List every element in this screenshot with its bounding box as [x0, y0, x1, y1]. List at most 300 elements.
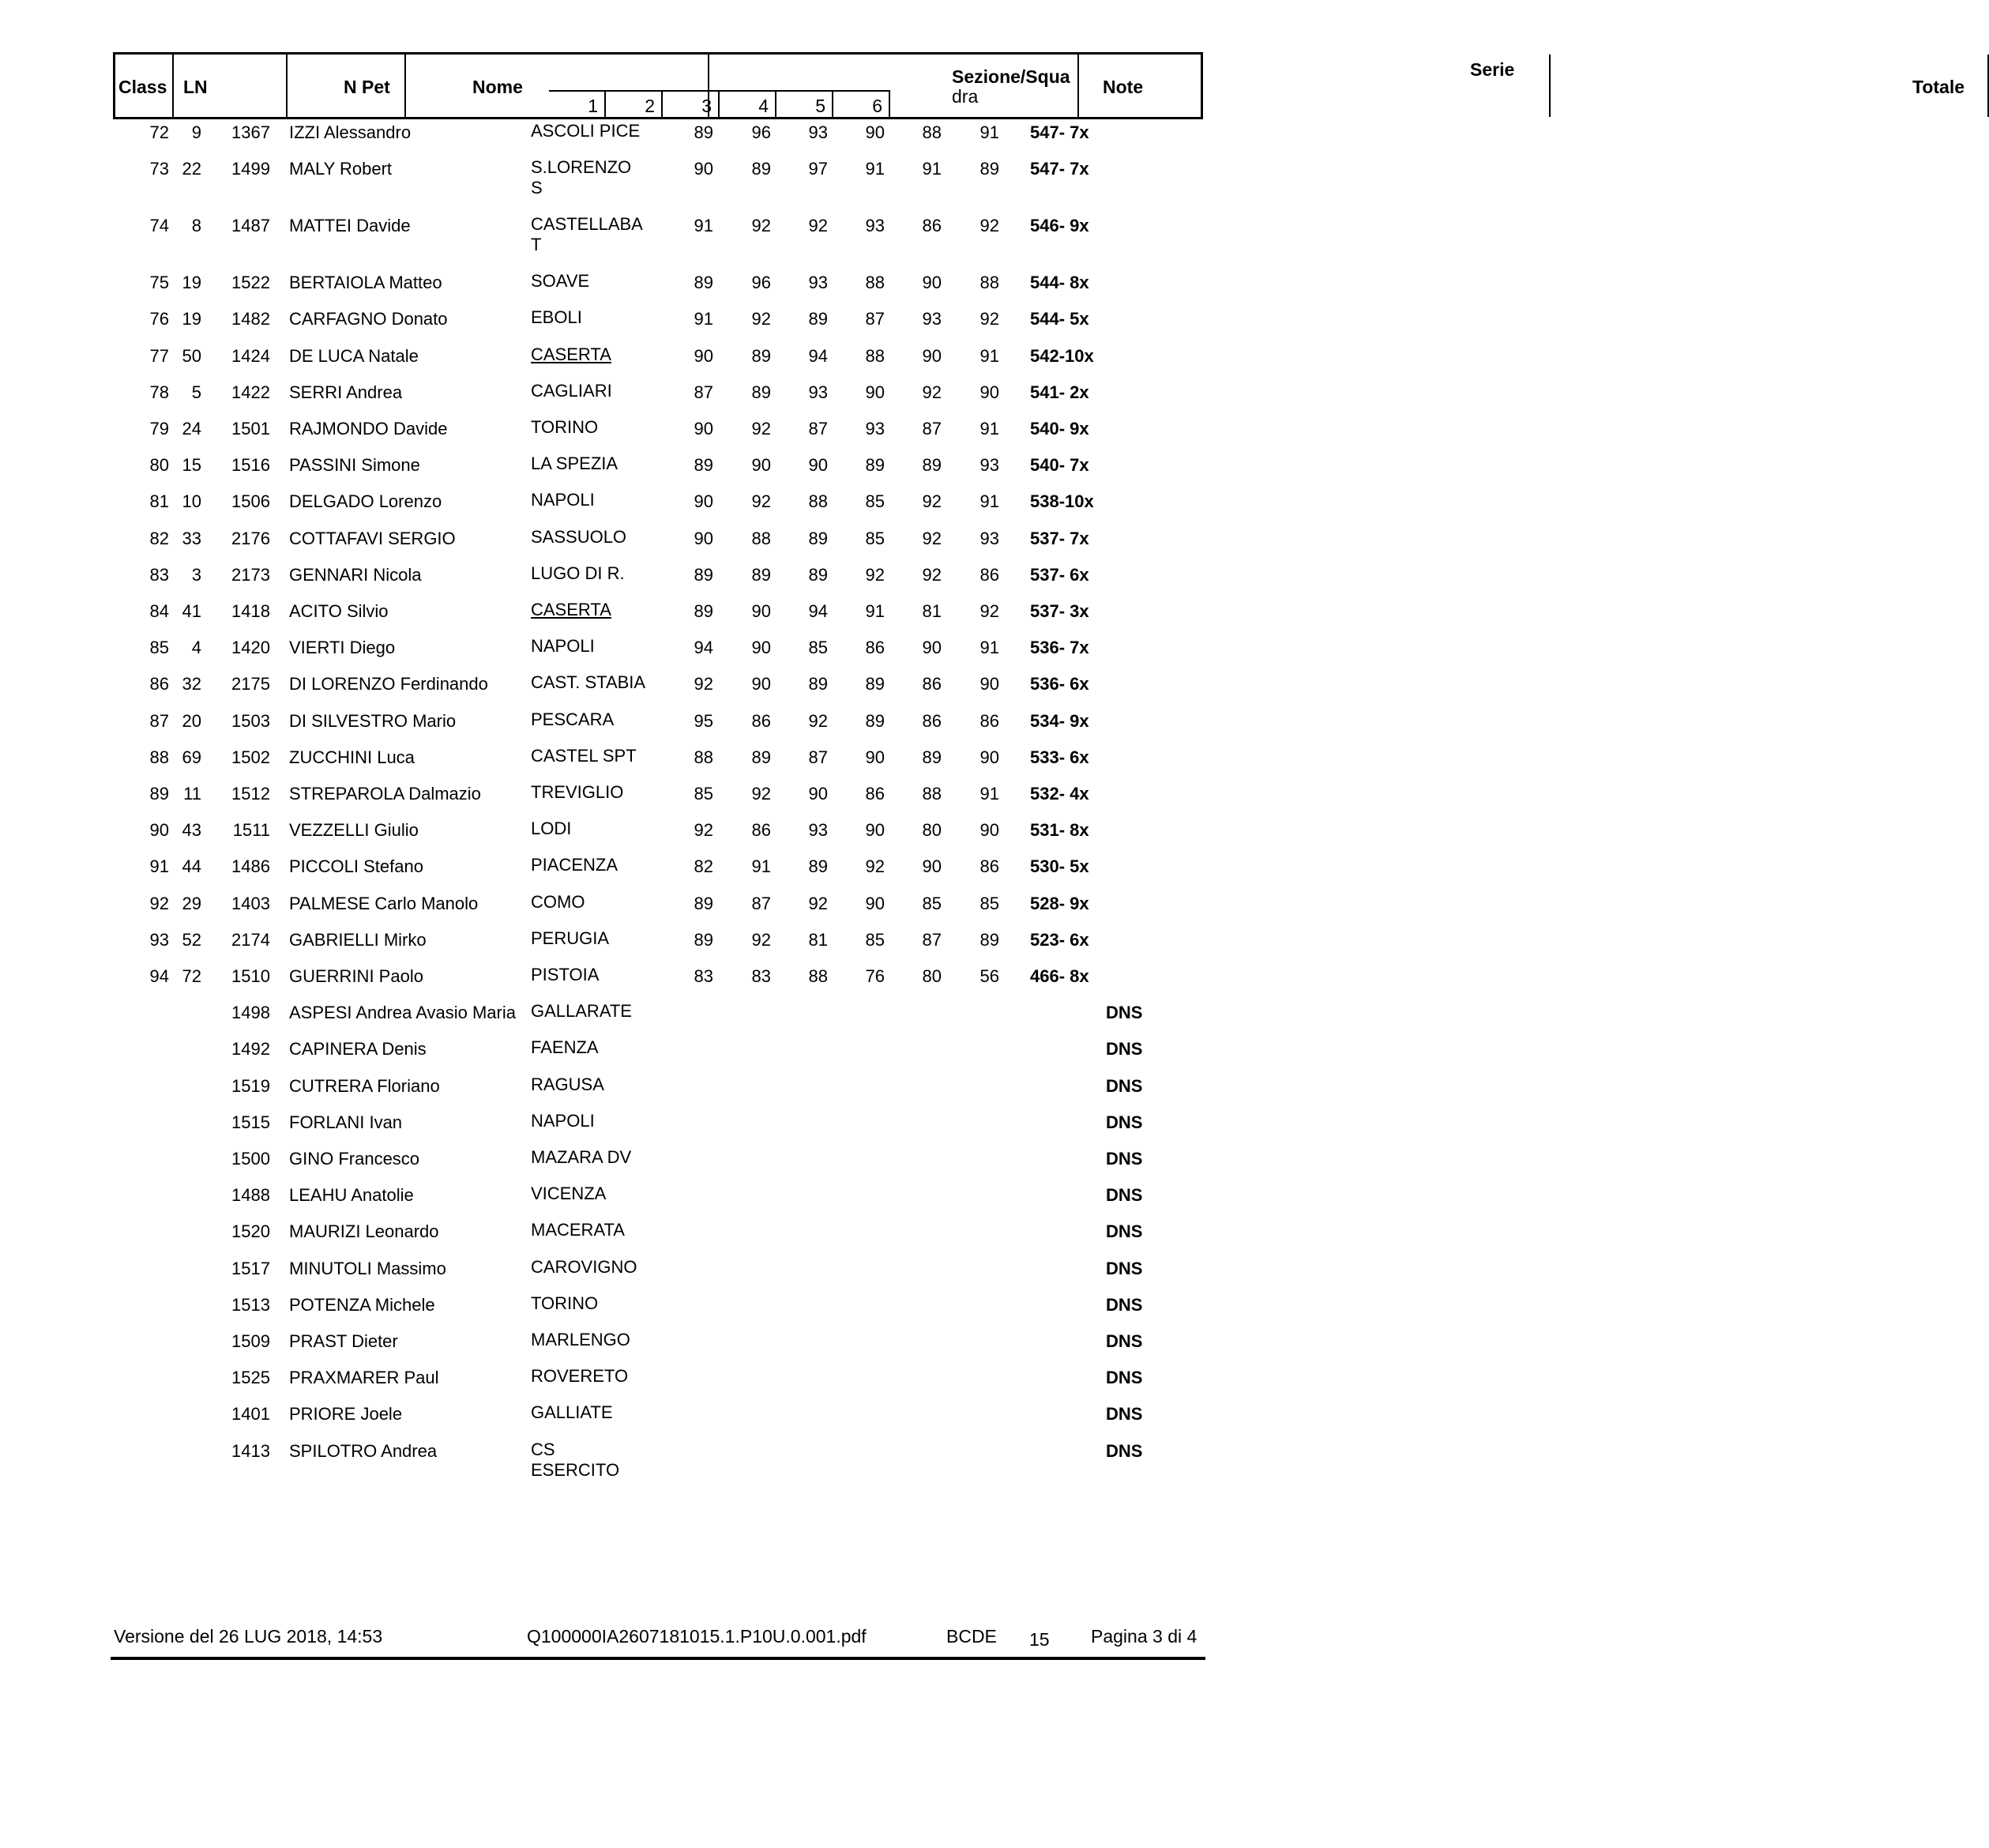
serie-3-cell: 90: [808, 784, 828, 804]
table-row: [0, 214, 1306, 255]
footer-rule: [111, 1657, 1205, 1660]
nome-cell: POTENZA Michele: [289, 1294, 435, 1315]
serie-6-cell: 93: [979, 528, 999, 548]
totale-cell: 537- 6x: [1030, 564, 1089, 585]
serie-3-cell: 89: [808, 674, 828, 694]
serie-col-6: 6: [833, 90, 890, 119]
sezione-cell: CASTELLABA: [531, 214, 643, 235]
ln-cell: 52: [182, 929, 201, 950]
serie-1-cell: 89: [694, 273, 713, 293]
npet-cell: 1401: [231, 1404, 270, 1425]
serie-2-cell: 86: [751, 710, 771, 731]
serie-1-cell: 82: [694, 856, 713, 877]
serie-4-cell: 85: [865, 491, 885, 512]
nome-cell: SERRI Andrea: [289, 382, 403, 402]
note-cell: DNS: [1106, 1368, 1143, 1388]
serie-4-cell: 89: [865, 710, 885, 731]
nome-cell: PRAST Dieter: [289, 1331, 398, 1351]
serie-3-cell: 97: [808, 159, 828, 179]
note-cell: DNS: [1106, 1258, 1143, 1278]
serie-6-cell: 86: [979, 710, 999, 731]
note-cell: DNS: [1106, 1112, 1143, 1132]
serie-1-cell: 90: [694, 491, 713, 512]
npet-cell: 1525: [231, 1368, 270, 1388]
header-serie: Serie: [1470, 59, 1515, 80]
serie-3-cell: 87: [808, 419, 828, 438]
serie-1-cell: 90: [694, 419, 713, 438]
serie-col-5: 5: [776, 90, 833, 119]
nome-cell: GUERRINI Paolo: [289, 966, 423, 986]
sezione-cell: CASERTA: [531, 344, 611, 364]
serie-3-cell: 93: [808, 273, 828, 293]
sezione-cell: MARLENGO: [531, 1330, 630, 1349]
serie-1-cell: 89: [694, 564, 713, 585]
serie-4-cell: 86: [865, 784, 885, 804]
dns-row: [0, 1404, 1306, 1436]
serie-1-cell: 91: [694, 309, 713, 329]
totale-cell: 537- 3x: [1030, 601, 1089, 621]
serie-4-cell: 90: [865, 747, 885, 767]
serie-6-cell: 90: [979, 382, 999, 402]
class-cell: 94: [149, 966, 169, 986]
table-row: [0, 157, 1306, 198]
serie-2-cell: 86: [751, 820, 771, 841]
serie-1-cell: 89: [694, 893, 713, 913]
sezione-cell: PIACENZA: [531, 855, 619, 875]
totale-cell: 541- 2x: [1030, 382, 1089, 402]
sezione-cell: MACERATA: [531, 1220, 625, 1240]
class-cell: 89: [149, 784, 169, 804]
nome-cell: GENNARI Nicola: [289, 564, 422, 585]
dns-row: [0, 1003, 1306, 1034]
serie-5-cell: 85: [922, 893, 942, 913]
totale-cell: 532- 4x: [1030, 784, 1089, 804]
serie-3-cell: 87: [808, 747, 828, 767]
table-row: [0, 638, 1306, 669]
npet-cell: 1488: [231, 1185, 270, 1206]
nome-cell: COTTAFAVI SERGIO: [289, 528, 456, 548]
serie-1-cell: 92: [694, 820, 713, 841]
npet-cell: 1413: [231, 1440, 270, 1461]
serie-3-cell: 89: [808, 528, 828, 548]
serie-5-cell: 91: [922, 159, 942, 179]
sezione-cell-cont: S: [531, 178, 543, 198]
serie-2-cell: 89: [751, 159, 771, 179]
ln-cell: 10: [182, 491, 201, 512]
serie-3-cell: 93: [808, 382, 828, 402]
serie-2-cell: 88: [751, 528, 771, 548]
note-cell: DNS: [1106, 1294, 1143, 1315]
sezione-cell: CASERTA: [531, 600, 611, 619]
serie-4-cell: 89: [865, 455, 885, 476]
note-cell: DNS: [1106, 1221, 1143, 1242]
class-cell: 85: [149, 638, 169, 658]
npet-cell: 1487: [231, 216, 270, 236]
dns-row: [0, 1039, 1306, 1071]
serie-3-cell: 88: [808, 491, 828, 512]
npet-cell: 1424: [231, 345, 270, 366]
note-cell: DNS: [1106, 1404, 1143, 1425]
serie-4-cell: 85: [865, 929, 885, 950]
serie-4-cell: 93: [865, 216, 885, 236]
serie-5-cell: 86: [922, 710, 942, 731]
class-cell: 83: [149, 564, 169, 585]
serie-5-cell: 89: [922, 455, 942, 476]
ln-cell: 9: [191, 122, 201, 142]
ln-cell: 50: [182, 345, 201, 366]
serie-6-cell: 86: [979, 856, 999, 877]
serie-1-cell: 90: [694, 159, 713, 179]
npet-cell: 1516: [231, 455, 270, 476]
serie-2-cell: 89: [751, 382, 771, 402]
ln-cell: 11: [183, 784, 201, 804]
serie-3-cell: 94: [808, 601, 828, 621]
npet-cell: 2174: [231, 929, 270, 950]
table-row: [0, 856, 1306, 888]
serie-3-cell: 85: [808, 638, 828, 658]
serie-3-cell: 92: [808, 710, 828, 731]
nome-cell: MALY Robert: [289, 159, 393, 179]
class-cell: 88: [149, 747, 169, 767]
npet-cell: 1500: [231, 1149, 270, 1169]
nome-cell: GINO Francesco: [289, 1149, 420, 1169]
serie-3-cell: 88: [808, 966, 828, 986]
class-cell: 79: [149, 419, 169, 438]
sezione-cell: LUGO DI R.: [531, 563, 625, 583]
class-cell: 92: [149, 893, 169, 913]
class-cell: 77: [149, 345, 169, 366]
serie-6-cell: 89: [979, 929, 999, 950]
serie-6-cell: 91: [979, 419, 999, 438]
serie-2-cell: 83: [751, 966, 771, 986]
serie-2-cell: 92: [751, 929, 771, 950]
table-row: [0, 122, 1306, 154]
ln-cell: 20: [182, 710, 201, 731]
table-row: [0, 820, 1306, 852]
serie-5-cell: 86: [922, 216, 942, 236]
serie-4-cell: 86: [865, 638, 885, 658]
dns-row: [0, 1295, 1306, 1327]
serie-6-cell: 92: [979, 309, 999, 329]
nome-cell: VIERTI Diego: [289, 638, 396, 658]
header-nome: Nome: [472, 77, 523, 97]
note-cell: DNS: [1106, 1039, 1143, 1059]
footer-number: 15: [1029, 1629, 1050, 1650]
sezione-cell: NAPOLI: [531, 636, 595, 657]
npet-cell: 1486: [231, 856, 270, 877]
header-sezione-line1: Sezione/Squa: [952, 66, 1070, 87]
serie-5-cell: 81: [922, 601, 942, 621]
sezione-cell: ROVERETO: [531, 1366, 629, 1387]
sezione-cell: LA SPEZIA: [531, 454, 619, 474]
serie-5-cell: 86: [922, 674, 942, 694]
dns-row: [0, 1076, 1306, 1108]
footer-file: Q100000IA2607181015.1.P10U.0.001.pdf: [527, 1626, 867, 1647]
nome-cell: PRIORE Joele: [289, 1404, 403, 1425]
sezione-cell-cont: T: [531, 235, 542, 255]
class-cell: 82: [149, 528, 169, 548]
class-cell: 93: [149, 929, 169, 950]
sezione-cell: EBOLI: [531, 307, 582, 328]
serie-5-cell: 80: [922, 820, 942, 841]
npet-cell: 1512: [231, 784, 270, 804]
note-cell: DNS: [1106, 1075, 1143, 1096]
serie-1-cell: 94: [694, 638, 713, 658]
serie-6-cell: 91: [979, 638, 999, 658]
nome-cell: ASPESI Andrea Avasio Maria: [289, 1003, 516, 1023]
npet-cell: 1482: [231, 309, 270, 329]
sezione-cell: LODI: [531, 819, 572, 839]
serie-1-cell: 83: [694, 966, 713, 986]
serie-6-cell: 92: [979, 601, 999, 621]
sezione-cell: CAGLIARI: [531, 380, 612, 401]
serie-1-cell: 88: [694, 747, 713, 767]
nome-cell: RAJMONDO Davide: [289, 419, 448, 438]
footer-code: BCDE: [946, 1626, 997, 1647]
ln-cell: 44: [182, 856, 201, 877]
nome-cell: CARFAGNO Donato: [289, 309, 448, 329]
sezione-cell: SASSUOLO: [531, 526, 627, 547]
ln-cell: 41: [182, 601, 201, 621]
header-ln: LN: [183, 77, 208, 97]
totale-cell: 542-10x: [1030, 345, 1094, 366]
class-cell: 90: [149, 820, 169, 841]
totale-cell: 540- 7x: [1030, 455, 1089, 476]
serie-2-cell: 92: [751, 784, 771, 804]
table-row: [0, 674, 1306, 706]
serie-col-1: 1: [549, 90, 606, 119]
nome-cell: ZUCCHINI Luca: [289, 747, 415, 767]
nome-cell: DE LUCA Natale: [289, 345, 419, 366]
npet-cell: 1367: [231, 122, 270, 142]
table-row: [0, 455, 1306, 487]
serie-5-cell: 88: [922, 784, 942, 804]
serie-1-cell: 90: [694, 345, 713, 366]
npet-cell: 1420: [231, 638, 270, 658]
dns-row: [0, 1331, 1306, 1363]
serie-4-cell: 91: [865, 601, 885, 621]
totale-cell: 534- 9x: [1030, 710, 1089, 731]
note-cell: DNS: [1106, 1149, 1143, 1169]
serie-5-cell: 87: [922, 929, 942, 950]
class-cell: 75: [149, 273, 169, 293]
ln-cell: 8: [191, 216, 201, 236]
ln-cell: 3: [191, 564, 201, 585]
sezione-cell: CAROVIGNO: [531, 1256, 637, 1277]
nome-cell: LEAHU Anatolie: [289, 1185, 414, 1206]
sezione-cell: CAST. STABIA: [531, 672, 646, 693]
serie-6-cell: 90: [979, 820, 999, 841]
serie-4-cell: 89: [865, 674, 885, 694]
sezione-cell-cont: ESERCITO: [531, 1459, 620, 1480]
nome-cell: MATTEI Davide: [289, 216, 411, 236]
totale-cell: 537- 7x: [1030, 528, 1089, 548]
serie-4-cell: 85: [865, 528, 885, 548]
serie-3-cell: 93: [808, 122, 828, 142]
serie-5-cell: 90: [922, 345, 942, 366]
serie-5-cell: 90: [922, 273, 942, 293]
serie-6-cell: 91: [979, 491, 999, 512]
npet-cell: 1501: [231, 419, 270, 438]
totale-cell: 547- 7x: [1030, 122, 1089, 142]
serie-2-cell: 89: [751, 564, 771, 585]
totale-cell: 547- 7x: [1030, 159, 1089, 179]
sezione-cell: CASTEL SPT: [531, 745, 637, 766]
serie-col-2: 2: [606, 90, 663, 119]
totale-cell: 531- 8x: [1030, 820, 1089, 841]
npet-cell: 2175: [231, 674, 270, 694]
table-row: [0, 711, 1306, 743]
footer-page: Pagina 3 di 4: [1091, 1626, 1198, 1647]
sezione-cell: TREVIGLIO: [531, 782, 624, 802]
npet-cell: 1502: [231, 747, 270, 767]
serie-2-cell: 89: [751, 345, 771, 366]
serie-1-cell: 89: [694, 929, 713, 950]
npet-cell: 1418: [231, 601, 270, 621]
serie-2-cell: 90: [751, 674, 771, 694]
nome-cell: DELGADO Lorenzo: [289, 491, 442, 512]
nome-cell: PASSINI Simone: [289, 455, 420, 476]
totale-cell: 536- 7x: [1030, 638, 1089, 658]
serie-5-cell: 80: [922, 966, 942, 986]
table-row: [0, 491, 1306, 523]
sezione-cell: SOAVE: [531, 271, 590, 292]
sezione-cell: GALLIATE: [531, 1402, 613, 1423]
serie-2-cell: 92: [751, 216, 771, 236]
serie-5-cell: 92: [922, 491, 942, 512]
note-cell: DNS: [1106, 1003, 1143, 1023]
npet-cell: 2173: [231, 564, 270, 585]
serie-5-cell: 93: [922, 309, 942, 329]
serie-2-cell: 92: [751, 309, 771, 329]
totale-cell: 523- 6x: [1030, 929, 1089, 950]
serie-5-cell: 88: [922, 122, 942, 142]
nome-cell: PRAXMARER Paul: [289, 1368, 439, 1388]
serie-4-cell: 93: [865, 419, 885, 438]
npet-cell: 1511: [232, 820, 270, 841]
serie-3-cell: 89: [808, 856, 828, 877]
serie-2-cell: 96: [751, 273, 771, 293]
totale-cell: 544- 8x: [1030, 273, 1089, 293]
totale-cell: 546- 9x: [1030, 216, 1089, 236]
nome-cell: MINUTOLI Massimo: [289, 1258, 446, 1278]
nome-cell: PALMESE Carlo Manolo: [289, 893, 479, 913]
class-cell: 72: [149, 122, 169, 142]
class-cell: 80: [149, 455, 169, 476]
npet-cell: 1513: [231, 1294, 270, 1315]
serie-6-cell: 90: [979, 747, 999, 767]
serie-6-cell: 91: [979, 345, 999, 366]
serie-4-cell: 90: [865, 893, 885, 913]
class-cell: 81: [149, 491, 169, 512]
nome-cell: FORLANI Ivan: [289, 1112, 403, 1132]
serie-4-cell: 90: [865, 820, 885, 841]
table-row: [0, 565, 1306, 597]
serie-4-cell: 92: [865, 564, 885, 585]
ln-cell: 19: [182, 309, 201, 329]
npet-cell: 1517: [231, 1258, 270, 1278]
npet-cell: 1503: [231, 710, 270, 731]
npet-cell: 1510: [231, 966, 270, 986]
ln-cell: 69: [182, 747, 201, 767]
serie-1-cell: 85: [694, 784, 713, 804]
npet-cell: 1499: [231, 159, 270, 179]
npet-cell: 1515: [231, 1112, 270, 1132]
serie-4-cell: 88: [865, 273, 885, 293]
ln-cell: 22: [182, 159, 201, 179]
header-class: Class: [118, 77, 167, 97]
table-row: [0, 966, 1306, 998]
dns-row: [0, 1439, 1306, 1480]
serie-4-cell: 90: [865, 382, 885, 402]
serie-6-cell: 91: [979, 784, 999, 804]
sezione-cell: PISTOIA: [531, 965, 600, 984]
table-row: [0, 346, 1306, 378]
serie-col-3: 3: [663, 90, 720, 119]
sezione-cell: NAPOLI: [531, 490, 595, 510]
nome-cell: SPILOTRO Andrea: [289, 1440, 438, 1461]
serie-5-cell: 87: [922, 419, 942, 438]
class-cell: 76: [149, 309, 169, 329]
serie-6-cell: 86: [979, 564, 999, 585]
serie-6-cell: 85: [979, 893, 999, 913]
serie-2-cell: 90: [751, 601, 771, 621]
dns-row: [0, 1149, 1306, 1180]
ln-cell: 33: [182, 528, 201, 548]
dns-row: [0, 1256, 1306, 1290]
serie-5-cell: 92: [922, 382, 942, 402]
note-cell: DNS: [1106, 1440, 1143, 1461]
serie-1-cell: 89: [694, 455, 713, 476]
dns-row: [0, 1368, 1306, 1399]
ln-cell: 19: [182, 273, 201, 293]
totale-cell: 538-10x: [1030, 491, 1094, 512]
table-row: [0, 747, 1306, 779]
header-totale-cell: [1004, 55, 1989, 117]
nome-cell: IZZI Alessandro: [289, 122, 412, 142]
class-cell: 87: [149, 710, 169, 731]
table-row: [0, 382, 1306, 414]
nome-cell: PICCOLI Stefano: [289, 856, 423, 877]
serie-4-cell: 92: [865, 856, 885, 877]
totale-cell: 533- 6x: [1030, 747, 1089, 767]
nome-cell: BERTAIOLA Matteo: [289, 273, 442, 293]
table-row: [0, 784, 1306, 815]
serie-1-cell: 87: [694, 382, 713, 402]
sezione-cell: PESCARA: [531, 709, 615, 729]
serie-6-cell: 91: [979, 122, 999, 142]
serie-6-cell: 88: [979, 273, 999, 293]
sezione-cell: PERUGIA: [531, 928, 610, 948]
sezione-cell: MAZARA DV: [531, 1147, 632, 1167]
npet-cell: 1520: [231, 1221, 270, 1242]
sezione-cell: TORINO: [531, 417, 599, 437]
class-cell: 78: [149, 382, 169, 402]
serie-3-cell: 89: [808, 309, 828, 329]
table-row: [0, 526, 1306, 560]
ln-cell: 72: [182, 966, 201, 986]
serie-2-cell: 92: [751, 419, 771, 438]
serie-6-cell: 90: [979, 674, 999, 694]
serie-3-cell: 81: [808, 929, 828, 950]
serie-5-cell: 89: [922, 747, 942, 767]
serie-2-cell: 92: [751, 491, 771, 512]
table-row: [0, 419, 1306, 450]
header-npet: N Pet: [344, 77, 390, 97]
footer-version: Versione del 26 LUG 2018, 14:53: [114, 1626, 383, 1647]
npet-cell: 1522: [231, 273, 270, 293]
serie-1-cell: 91: [694, 216, 713, 236]
